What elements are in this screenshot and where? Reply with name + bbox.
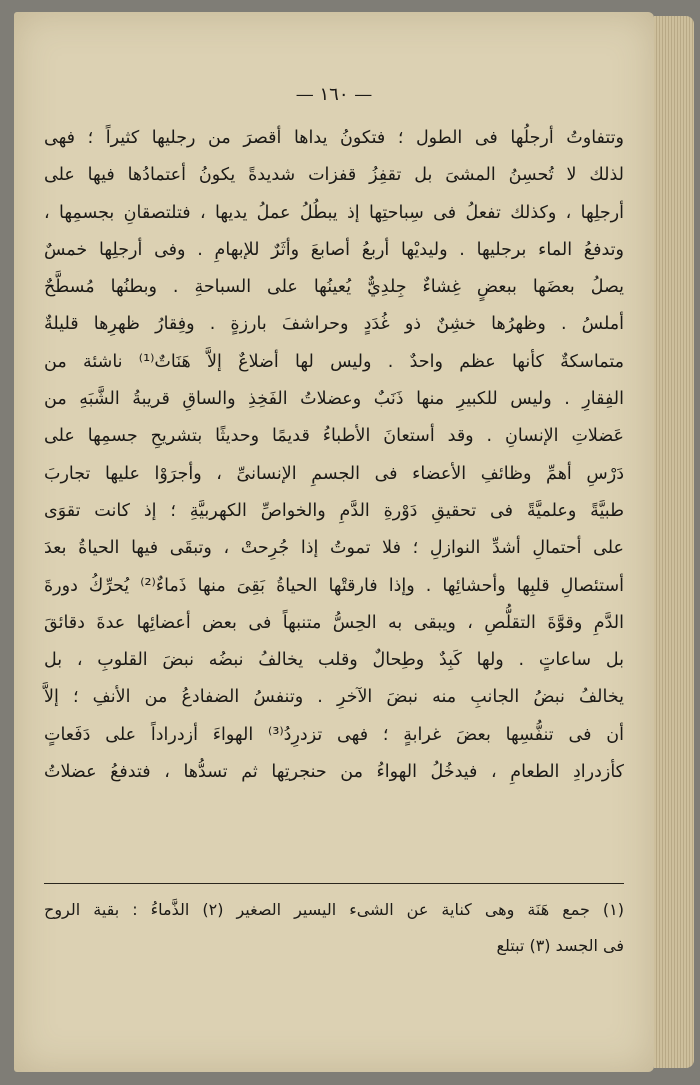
text-line: أرجلِها ، وكذلك تفعلُ فى سِباحتِها إذ يبطُلُ عملُ يديها ، فتلتصقانِ بجسمِها ، bbox=[44, 202, 624, 223]
text-line: على أحتمالِ أشدِّ النوازلِ ؛ فلا تموتُ إذا جُرِحتْ ، وتبقَى فيها الحياةُ بعدَ bbox=[44, 538, 624, 559]
text-line: دَرْسِ أهمِّ وظائفِ الأعضاء فى الجسمِ الإنسانىِّ ، وأجرَوْا عليها تجاربَ bbox=[44, 463, 624, 484]
text-line: وتدفعُ الماء برجليها . وليديْها أربعُ أصابعَ وأثَرٌ للإبهامِ . وفى أرجلِها خمسٌ bbox=[44, 239, 624, 260]
text-line: يخالفُ نبضُ الجانبِ منه نبضَ الآخرِ . وتنفسُ الضفادعُ من الأنفِ ؛ إلاَّ bbox=[44, 687, 624, 708]
text-line: أن فى تنفُّسِها بعضَ غرابةٍ ؛ فهى تزدرِدُ⁽³⁾ الهواءَ أزدراداً على دَفَعاتٍ bbox=[44, 724, 624, 745]
text-line: وتتفاوتُ أرجلُها فى الطول ؛ فتكونُ يداها أقصرَ من رجليها كثيراً ؛ فهى bbox=[44, 128, 624, 148]
text-line: أملسُ . وظهرُها خشِنٌ ذو غُدَدٍ وحراشفَ بارزةٍ . وفِقارُ ظهرِها قليلةٌ bbox=[44, 314, 624, 335]
text-line: متماسكةٌ كأنها عظم واحدٌ . وليس لها أضلاعٌ إلاَّ هَنَاتٌ⁽¹⁾ ناشئة من bbox=[44, 351, 624, 372]
footnote-divider bbox=[44, 883, 624, 884]
text-line: الفِقارِ . وليس للكبيرِ منها ذَنَبٌ وعضلاتُ الفَخِذِ والساقِ قريبةُ الشَّبَهِ من bbox=[44, 389, 624, 410]
footnote-line: (١) جمع هَنَة وهى كناية عن الشىء اليسير الصغير (٢) الذَّماءُ : بقية الروح bbox=[44, 900, 624, 919]
text-line: عَضلاتِ الإنسانِ . وقد أستعانَ الأطباءُ قديمًا وحديثًا بتشريحِ جسمِها على bbox=[44, 426, 624, 447]
text-line: يصلُ بعضَها ببعضٍ غِشاءٌ جِلدِيٌّ يُعينُها على السباحةِ . وبطنُها مُسطَّحٌ bbox=[44, 277, 624, 298]
page-number: — ١٦٠ — bbox=[295, 84, 373, 105]
footnote-line: فى الجسد (٣) تبتلع bbox=[496, 936, 624, 955]
text-line: بل ساعاتٍ . ولها كَبِدٌ وطِحالٌ وقلب يخالفُ نبضُه نبضَ القلوبِ ، بل bbox=[44, 650, 624, 671]
text-line: لذلك لا تُحسِنُ المشىَ بل تقفِزُ قفزات شديدةً يكونُ أعتمادُها فيها على bbox=[44, 165, 624, 186]
body-text bbox=[44, 120, 624, 791]
text-line: أستئصالِ قلبِها وأحشائِها . وإذا فارقتْها الحياةُ بَقِىَ منها ذَماءٌ⁽²⁾ يُحرِّكُ دورةَ bbox=[44, 575, 624, 596]
book-page bbox=[14, 12, 654, 1072]
text-line: الدَّمِ وقوَّةَ التقلُّصِ ، ويبقى به الحِسُّ متنبهاً فى بعض أعضائِها عدةَ دقائقَ bbox=[44, 612, 624, 633]
footnotes bbox=[44, 892, 624, 964]
page-edges bbox=[654, 16, 694, 1068]
text-line: طبيَّةً وعلميَّةً فى تحقيقِ دَوْرةِ الدَّمِ والخواصِّ الكهربيَّةِ ؛ إذ كانت تقوَى bbox=[44, 500, 624, 521]
text-line: كأزدرادِ الطعامِ ، فيدخُلُ الهواءُ من حنجرتِها ثم تسدُّها ، فتدفعُ عضلاتُ bbox=[44, 762, 624, 783]
